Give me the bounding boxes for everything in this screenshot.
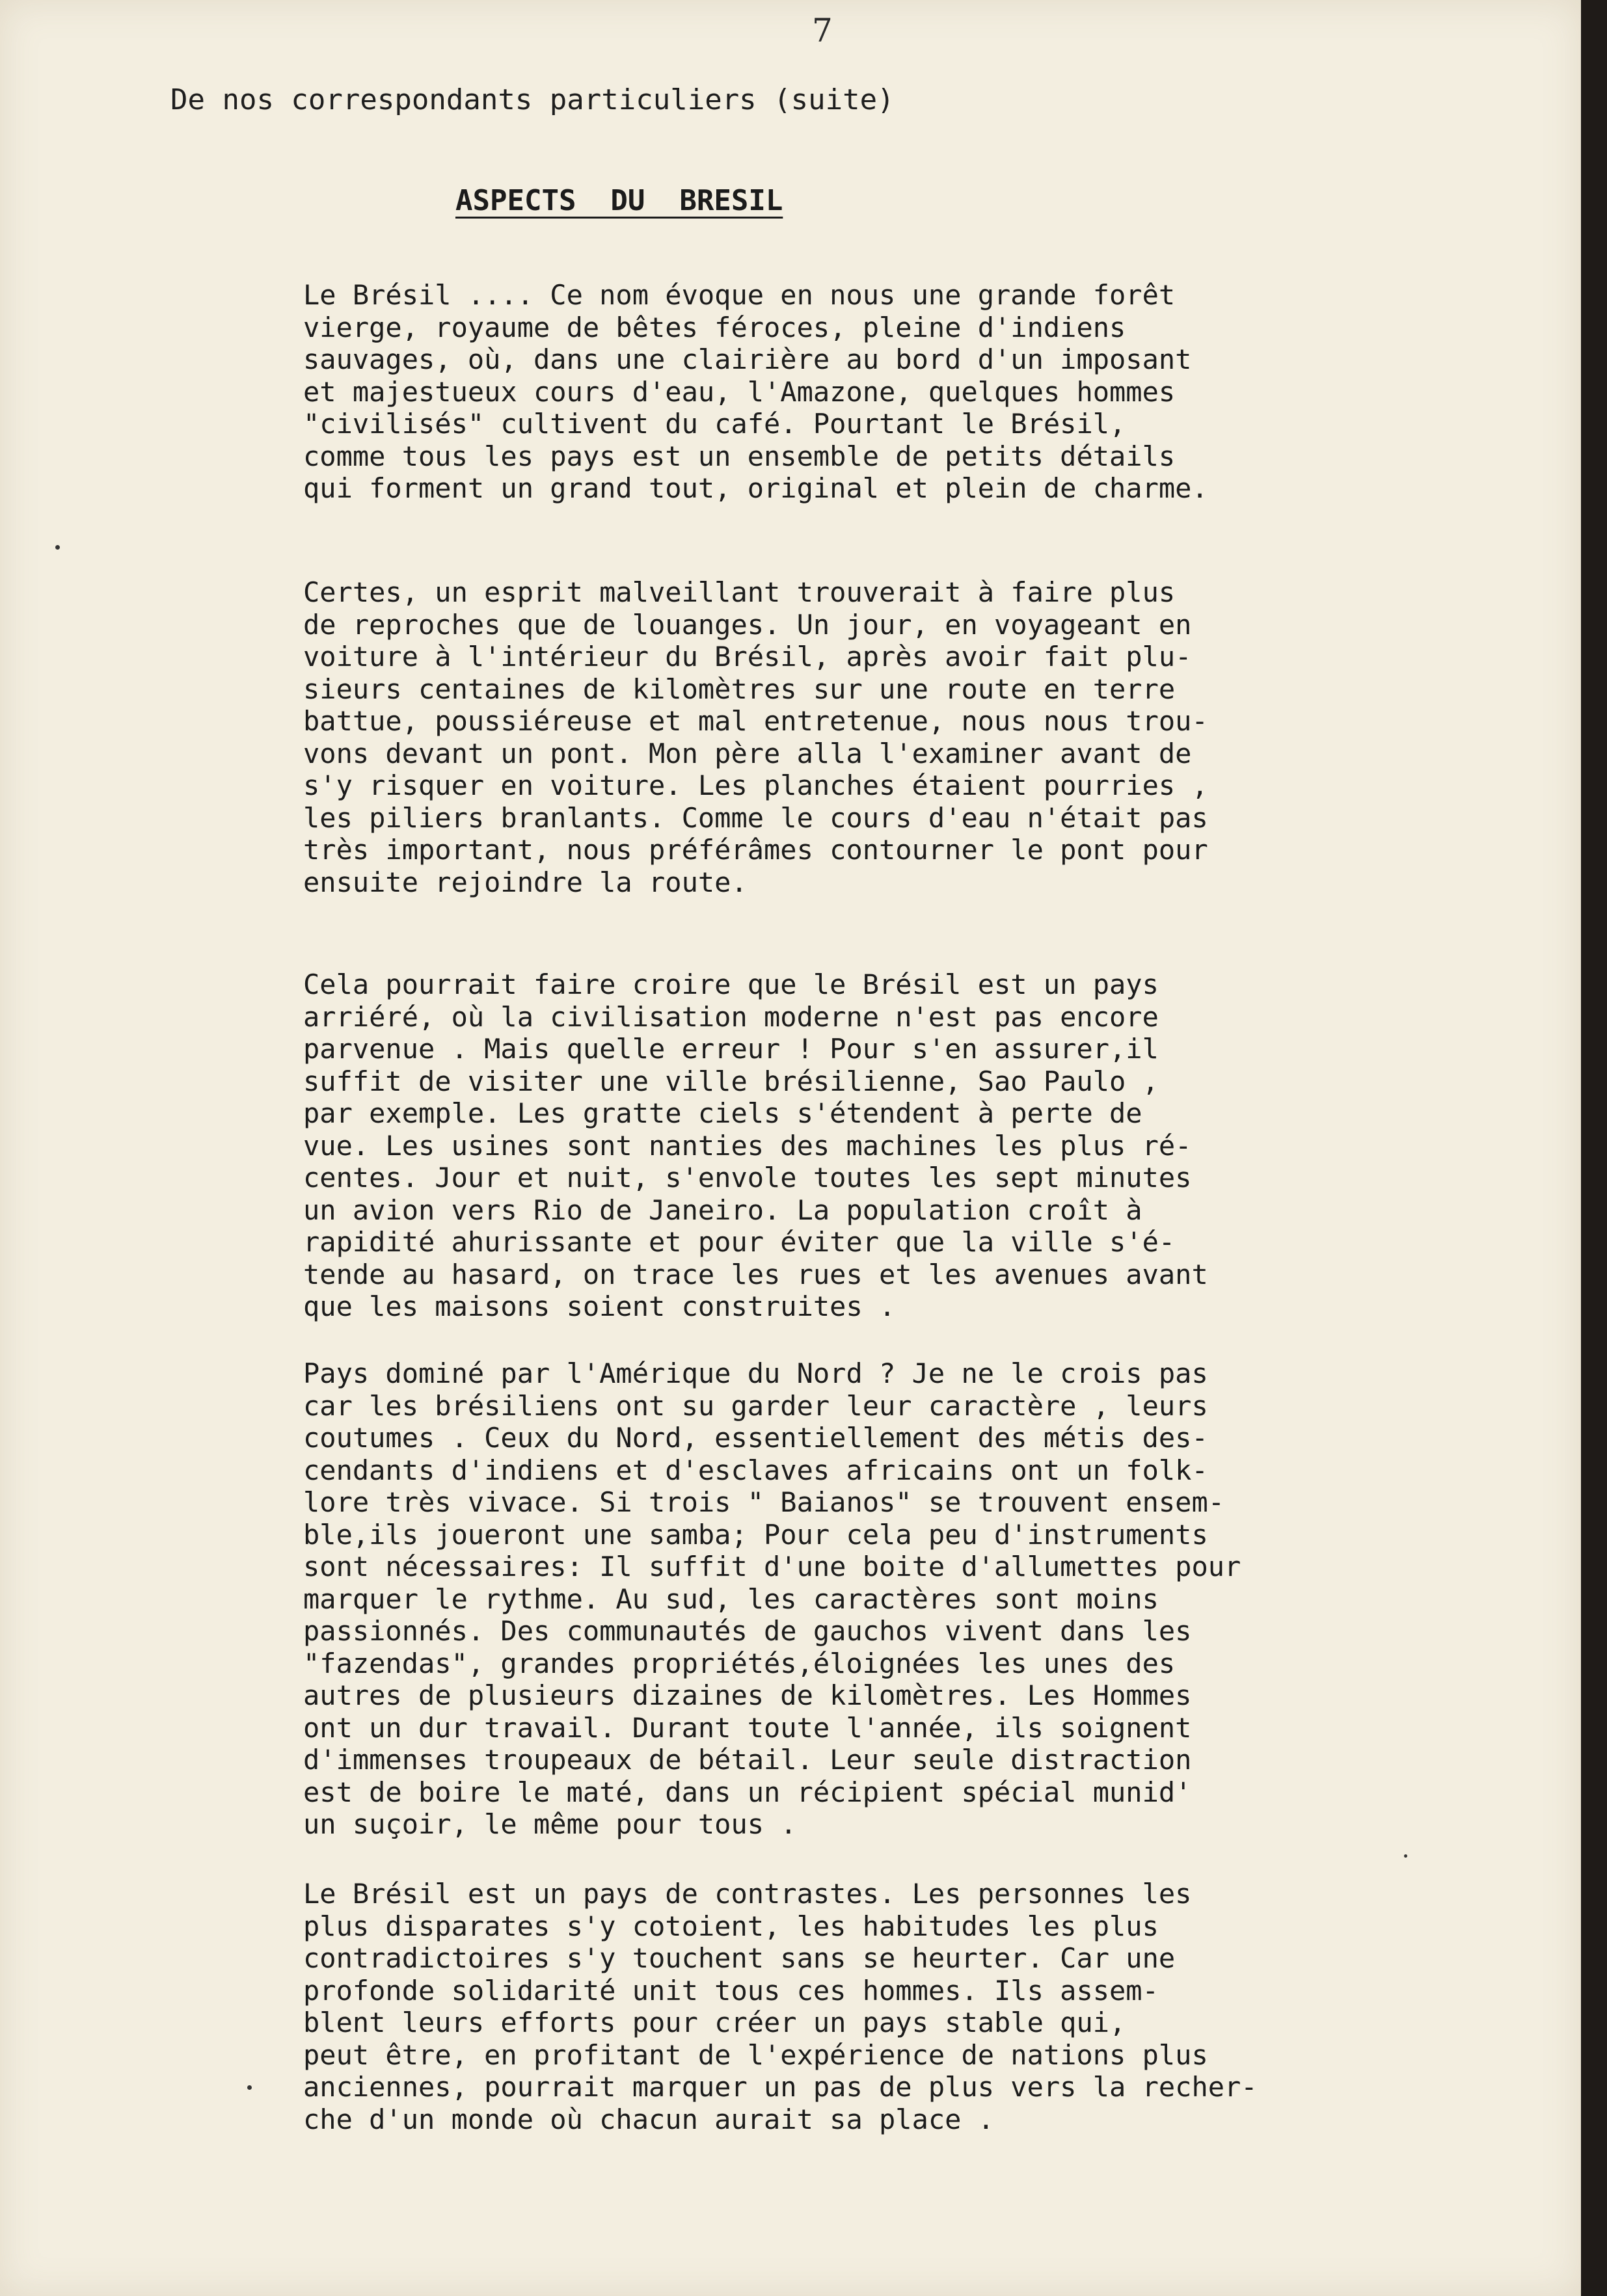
text-line: Pays dominé par l'Amérique du Nord ? Je ne le crois pas bbox=[303, 1357, 1208, 1389]
text-line: rapidité ahurissante et pour éviter que la ville s'é- bbox=[303, 1226, 1176, 1258]
text-line: Le Brésil est un pays de contrastes. Les personnes les bbox=[303, 1878, 1192, 1910]
article-title: ASPECTS DU BRESIL bbox=[455, 184, 783, 217]
text-line: plus disparates s'y cotoient, les habitudes les plus bbox=[303, 1910, 1159, 1942]
text-line: Cela pourrait faire croire que le Brésil est un pays bbox=[303, 968, 1159, 1000]
text-line: qui forment un grand tout, original et plein de charme. bbox=[303, 472, 1208, 504]
text-line: "fazendas", grandes propriétés,éloignées les unes des bbox=[303, 1647, 1176, 1679]
paragraph-3 bbox=[303, 968, 1448, 1323]
text-line: peut être, en profitant de l'expérience de nations plus bbox=[303, 2038, 1208, 2071]
paragraph-2 bbox=[303, 576, 1448, 898]
text-line: Certes, un esprit malveillant trouverait à faire plus bbox=[303, 576, 1176, 608]
text-line: d'immenses troupeaux de bétail. Leur seule distraction bbox=[303, 1744, 1192, 1776]
text-line: comme tous les pays est un ensemble de petits détails bbox=[303, 440, 1176, 472]
text-line: lore très vivace. Si trois " Baianos" se trouvent ensem- bbox=[303, 1486, 1225, 1518]
text-line: vons devant un pont. Mon père alla l'examiner avant de bbox=[303, 737, 1192, 769]
text-line: profonde solidarité unit tous ces hommes. Ils assem- bbox=[303, 1974, 1159, 2007]
text-line: parvenue . Mais quelle erreur ! Pour s'en assurer,il bbox=[303, 1033, 1159, 1065]
text-line: un suçoir, le même pour tous . bbox=[303, 1808, 797, 1840]
text-line: ble,ils joueront une samba; Pour cela peu d'instruments bbox=[303, 1518, 1208, 1551]
text-line: de reproches que de louanges. Un jour, en voyageant en bbox=[303, 608, 1192, 641]
text-line: marquer le rythme. Au sud, les caractères sont moins bbox=[303, 1582, 1159, 1615]
text-line: anciennes, pourrait marquer un pas de plus vers la recher- bbox=[303, 2071, 1258, 2103]
scan-background-edge bbox=[1581, 0, 1607, 2296]
text-line: coutumes . Ceux du Nord, essentiellement des métis des- bbox=[303, 1422, 1208, 1454]
page-number: 7 bbox=[812, 12, 833, 49]
text-line: Le Brésil .... Ce nom évoque en nous une grande forêt bbox=[303, 279, 1176, 311]
paragraph-4 bbox=[303, 1357, 1448, 1841]
paper-speck bbox=[247, 2085, 252, 2090]
text-line: ensuite rejoindre la route. bbox=[303, 866, 748, 898]
text-line: cendants d'indiens et d'esclaves africains ont un folk- bbox=[303, 1454, 1208, 1486]
text-line: vue. Les usines sont nanties des machines les plus ré- bbox=[303, 1129, 1192, 1162]
text-line: vierge, royaume de bêtes féroces, pleine d'indiens bbox=[303, 311, 1126, 343]
paper-speck bbox=[1404, 1854, 1407, 1858]
text-line: s'y risquer en voiture. Les planches étaient pourries , bbox=[303, 769, 1208, 801]
text-line: sieurs centaines de kilomètres sur une route en terre bbox=[303, 673, 1176, 705]
section-header: De nos correspondants particuliers (suite) bbox=[170, 83, 895, 116]
text-line: centes. Jour et nuit, s'envole toutes les sept minutes bbox=[303, 1162, 1192, 1194]
text-line: suffit de visiter une ville brésilienne, Sao Paulo , bbox=[303, 1065, 1159, 1097]
text-line: tende au hasard, on trace les rues et les avenues avant bbox=[303, 1258, 1208, 1290]
text-line: contradictoires s'y touchent sans se heurter. Car une bbox=[303, 1942, 1176, 1974]
text-line: arriéré, où la civilisation moderne n'est pas encore bbox=[303, 1000, 1159, 1033]
text-line: et majestueux cours d'eau, l'Amazone, quelques hommes bbox=[303, 375, 1176, 408]
paper-speck bbox=[55, 545, 60, 550]
text-line: sont nécessaires: Il suffit d'une boite d'allumettes pour bbox=[303, 1551, 1241, 1582]
text-line: blent leurs efforts pour créer un pays stable qui, bbox=[303, 2007, 1126, 2038]
text-line: battue, poussiéreuse et mal entretenue, nous nous trou- bbox=[303, 705, 1208, 737]
text-line: est de boire le maté, dans un récipient spécial munid' bbox=[303, 1776, 1192, 1808]
text-line: les piliers branlants. Comme le cours d'eau n'était pas bbox=[303, 801, 1208, 834]
paragraph-1 bbox=[303, 279, 1448, 505]
text-line: sauvages, où, dans une clairière au bord d'un imposant bbox=[303, 343, 1192, 375]
text-line: ont un dur travail. Durant toute l'année, ils soignent bbox=[303, 1711, 1192, 1744]
text-line: très important, nous préférâmes contourner le pont pour bbox=[303, 834, 1208, 866]
paragraph-5 bbox=[303, 1878, 1448, 2135]
text-line: car les brésiliens ont su garder leur caractère , leurs bbox=[303, 1389, 1208, 1422]
text-line: "civilisés" cultivent du café. Pourtant le Brésil, bbox=[303, 408, 1126, 440]
text-line: par exemple. Les gratte ciels s'étendent à perte de bbox=[303, 1097, 1142, 1129]
text-line: un avion vers Rio de Janeiro. La population croît à bbox=[303, 1194, 1142, 1226]
text-line: che d'un monde où chacun aurait sa place . bbox=[303, 2103, 995, 2135]
text-line: voiture à l'intérieur du Brésil, après avoir fait plu- bbox=[303, 641, 1192, 673]
text-line: autres de plusieurs dizaines de kilomètres. Les Hommes bbox=[303, 1679, 1192, 1711]
text-line: que les maisons soient construites . bbox=[303, 1290, 896, 1322]
text-line: passionnés. Des communautés de gauchos vivent dans les bbox=[303, 1615, 1192, 1647]
